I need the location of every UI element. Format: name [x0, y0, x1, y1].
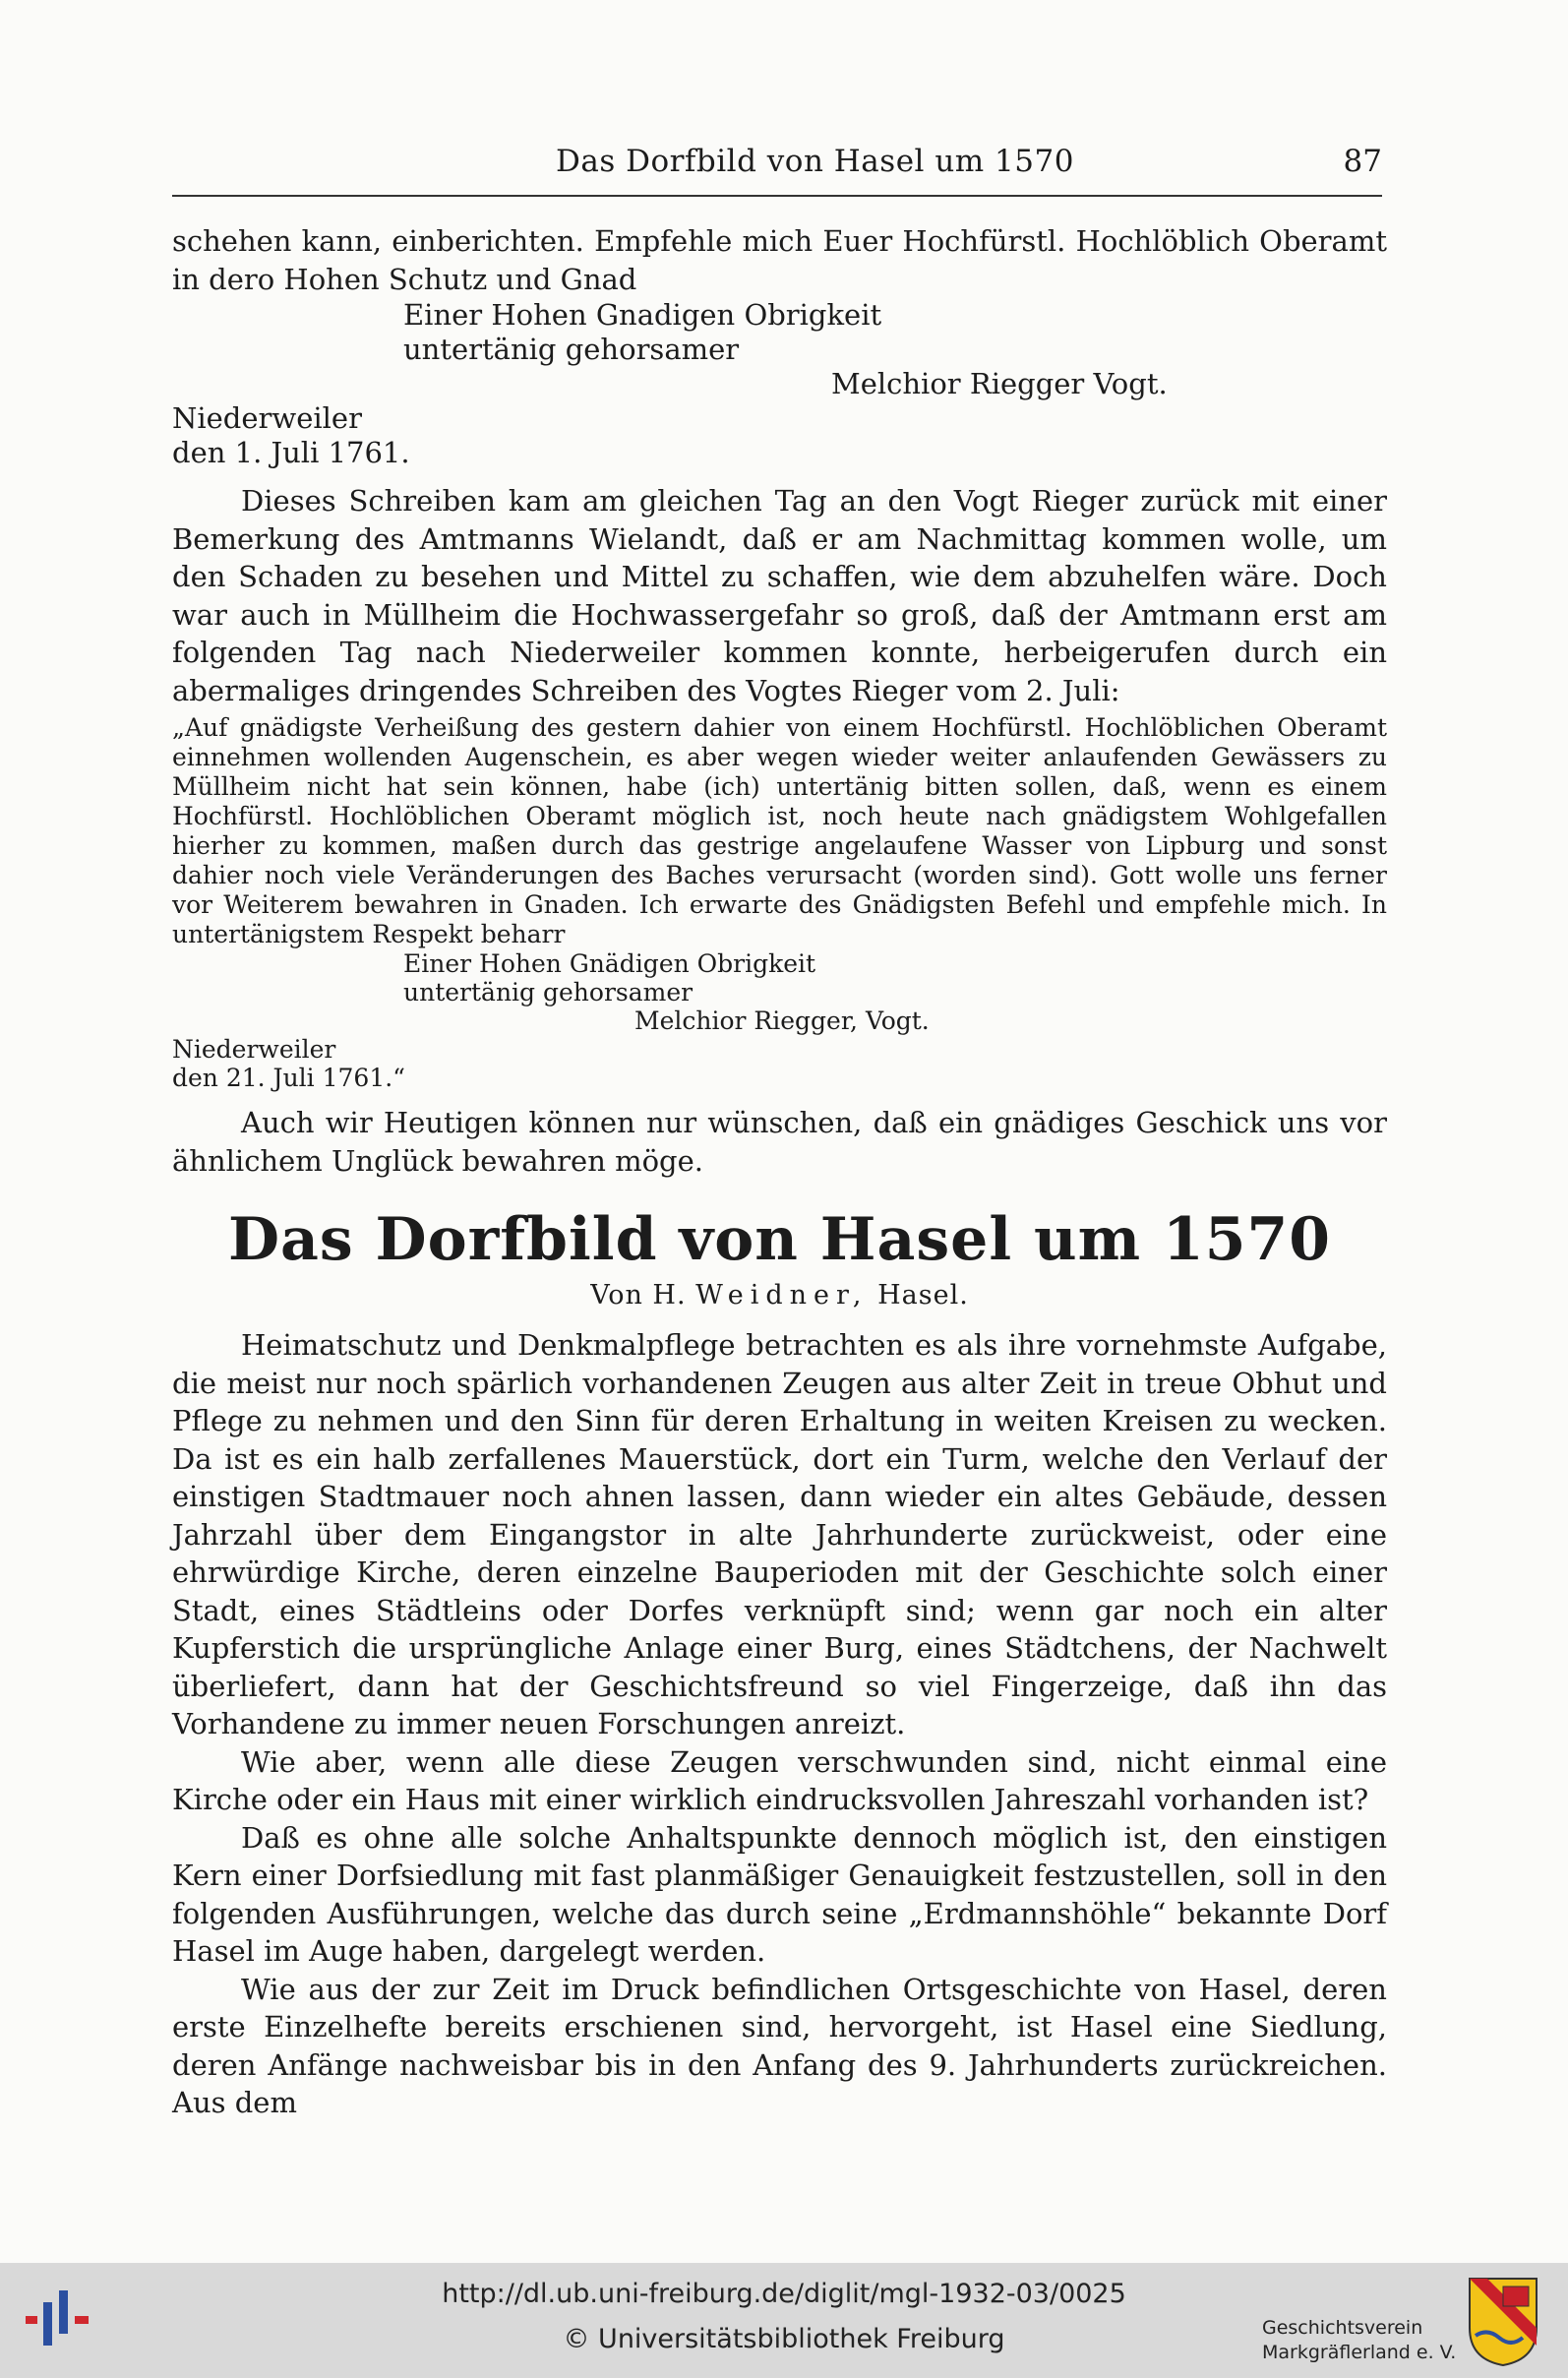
society-name-line1: Geschichtsverein	[1262, 2317, 1423, 2339]
byline-prefix: Von H.	[590, 1280, 687, 1311]
running-title: Das Dorfbild von Hasel um 1570	[556, 144, 1074, 179]
letter2-salutation-2: untertänig gehorsamer	[403, 978, 694, 1006]
letter2-place: Niederweiler	[172, 1035, 336, 1064]
letter2-salutation-1: Einer Hohen Gnädigen Obrigkeit	[403, 949, 816, 978]
paragraph-response: Dieses Schreiben kam am gleichen Tag an den Vogt Rieger zurück mit einer Bemerkung des Amtmanns Wielandt, daß er am Nachmittag kommen wolle, um den Schaden zu besehen und Mittel zu schaffen, wie dem abzuhelfen wäre. Doch war auch in Müllheim die Hochwassergefahr so groß, daß der Amtmann erst am folgenden Tag nach Niederweiler kommen konnte, herbeigerufen durch ein abermaliges dringendes Schreiben des Vogtes Rieger vom 2. Juli:	[172, 484, 1387, 707]
article-paragraph: Daß es ohne alle solche Anhaltspunkte dennoch möglich ist, den einstigen Kern einer Dorfsiedlung mit fast planmäßiger Genauigkeit festzustellen, soll in den folgenden Ausführungen, welche das durch seine „Erdmannshöhle“ bekannte Dorf Hasel im Auge haben, dargelegt werden.	[172, 1820, 1387, 1968]
byline-author: Weidner,	[695, 1280, 869, 1311]
article-title: Das Dorfbild von Hasel um 1570	[227, 1205, 1331, 1274]
letter1-signature: Melchior Riegger Vogt.	[831, 367, 1168, 400]
paragraph-wish: Auch wir Heutigen können nur wünschen, daß ein gnädiges Geschick uns vor ähnlichem Unglück bewahren möge.	[172, 1106, 1387, 1178]
society-name-line2: Markgräflerland e. V.	[1262, 2342, 1457, 2363]
letter1-closing: schehen kann, einberichten. Empfehle mich Euer Hochfürstl. Hochlöblich Oberamt in dero Hohen Schutz und Gnad	[172, 224, 1387, 296]
viewer-footer	[0, 2263, 1568, 2378]
society-name	[1262, 2316, 1456, 2365]
letter1-date: den 1. Juli 1761.	[172, 436, 410, 469]
letter1-salutation-2: untertänig gehorsamer	[403, 333, 740, 366]
letter2-body: „Auf gnädigste Verheißung des gestern dahier von einem Hochfürstl. Hochlöblichen Oberamt einnehmen wollenden Augenschein, es aber wegen wieder weiter anlaufenden Gewässers zu Müllheim nicht hat sein können, habe (ich) untertänig bitten sollen, daß, wenn es einem Hochfürstl. Hochlöblichen Oberamt möglich ist, noch heute nach gnädigstem Wohlgefallen hierher zu kommen, maßen durch das gestrige angelaufene Wasser von Lipburg und sonst dahier noch viele Veränderungen des Baches verursacht (worden sind). Gott wolle uns ferner vor Weiterem bewahren in Gnaden. Ich erwarte des Gnädigsten Befehl und empfehle mich. In untertänigstem Respekt beharr	[172, 713, 1387, 948]
letter1-salutation-1: Einer Hohen Gnadigen Obrigkeit	[403, 298, 882, 332]
coat-of-arms-icon	[1468, 2277, 1538, 2367]
article-paragraph: Wie aber, wenn alle diese Zeugen verschwunden sind, nicht einmal eine Kirche oder ein Haus mit einer wirklich eindrucksvollen Jahreszahl vorhanden ist?	[172, 1744, 1387, 1816]
document-url-link[interactable]: http://dl.ub.uni-freiburg.de/diglit/mgl-1932-03/0025	[442, 2279, 1126, 2309]
page-body	[172, 222, 1387, 2122]
article-byline	[172, 1280, 1387, 1311]
page-number: 87	[1343, 144, 1382, 179]
letter1-place: Niederweiler	[172, 401, 362, 435]
byline-place: Hasel.	[877, 1280, 969, 1311]
page-header	[172, 144, 1382, 197]
letter2-date: den 21. Juli 1761.“	[172, 1064, 405, 1092]
article-paragraph: Wie aus der zur Zeit im Druck befindlichen Ortsgeschichte von Hasel, deren erste Einzelhefte bereits erschienen sind, hervorgeht, ist Hasel eine Siedlung, deren Anfänge nachweisbar bis in den Anfang des 9. Jahrhunderts zurückreichen. Aus dem	[172, 1972, 1387, 2119]
article-paragraph: Heimatschutz und Denkmalpflege betrachten es als ihre vornehmste Aufgabe, die meist nur noch spärlich vorhandenen Zeugen aus alter Zeit in treue Obhut und Pflege zu nehmen und den Sinn für deren Erhaltung in weiten Kreisen zu wecken. Da ist es ein halb zerfallenes Mauerstück, dort ein Turm, welche den Verlauf der einstigen Stadtmauer noch ahnen lassen, dann wieder ein altes Gebäude, dessen Jahrzahl über dem Eingangstor in alte Jahrhunderte zurückweist, oder eine ehrwürdige Kirche, deren einzelne Bauperioden mit der Geschichte solch einer Stadt, eines Städtleins oder Dorfes verknüpft sind; wenn gar noch ein alter Kupferstich die ursprüngliche Anlage einer Burg, eines Städtchens, der Nachwelt überliefert, dann hat der Geschichtsfreund so viel Fingerzeige, daß ihn das Vorhandene zu immer neuen Forschungen anreizt.	[172, 1328, 1387, 1740]
copyright-notice: © Universitätsbibliothek Freiburg	[563, 2324, 1005, 2354]
letter2-signature: Melchior Riegger, Vogt.	[634, 1006, 930, 1035]
